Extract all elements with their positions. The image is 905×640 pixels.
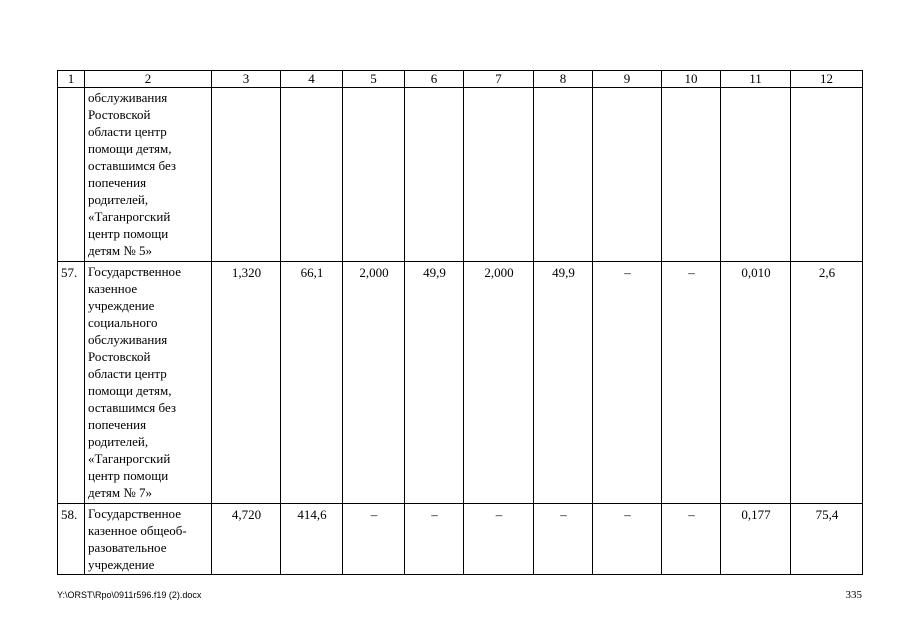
name-line: Государственное bbox=[88, 506, 181, 521]
name-line: попечения bbox=[88, 417, 147, 432]
name-line: помощи детям, bbox=[88, 383, 172, 398]
name-line: учреждение bbox=[88, 298, 155, 313]
value-cell: 75,4 bbox=[791, 504, 863, 575]
row-number: 58. bbox=[58, 504, 85, 575]
value-cell: – bbox=[343, 504, 405, 575]
value-cell bbox=[343, 88, 405, 262]
value-cell: – bbox=[534, 504, 593, 575]
header-cell: 12 bbox=[791, 71, 863, 88]
value-cell bbox=[405, 88, 464, 262]
header-cell: 4 bbox=[281, 71, 343, 88]
value-cell: 2,000 bbox=[343, 262, 405, 504]
value-cell: – bbox=[593, 262, 662, 504]
value-cell: 66,1 bbox=[281, 262, 343, 504]
data-table bbox=[57, 70, 863, 575]
value-cell bbox=[281, 88, 343, 262]
name-line: центр помощи bbox=[88, 226, 169, 241]
value-cell: – bbox=[405, 504, 464, 575]
name-line: родителей, bbox=[88, 192, 149, 207]
header-row bbox=[58, 71, 863, 88]
value-cell bbox=[662, 88, 721, 262]
name-line: детям № 5» bbox=[88, 243, 153, 258]
name-line: «Таганрогский bbox=[88, 209, 171, 224]
value-cell: 0,010 bbox=[721, 262, 791, 504]
value-cell bbox=[464, 88, 534, 262]
name-line: детям № 7» bbox=[88, 485, 153, 500]
value-cell: – bbox=[662, 262, 721, 504]
name-line: казенное общеоб- bbox=[88, 523, 187, 538]
name-line: помощи детям, bbox=[88, 141, 172, 156]
name-line: оставшимся без bbox=[88, 158, 177, 173]
value-cell: 4,720 bbox=[212, 504, 281, 575]
header-cell: 5 bbox=[343, 71, 405, 88]
header-cell: 9 bbox=[593, 71, 662, 88]
row-number: 57. bbox=[58, 262, 85, 504]
table-row bbox=[58, 262, 863, 504]
header-cell: 1 bbox=[58, 71, 85, 88]
name-line: Государственное bbox=[88, 264, 181, 279]
value-cell: 49,9 bbox=[534, 262, 593, 504]
value-cell: 1,320 bbox=[212, 262, 281, 504]
name-line: Ростовской bbox=[88, 349, 151, 364]
value-cell bbox=[534, 88, 593, 262]
header-cell: 10 bbox=[662, 71, 721, 88]
name-line: социального bbox=[88, 315, 158, 330]
value-cell bbox=[593, 88, 662, 262]
name-line: обслуживания bbox=[88, 90, 168, 105]
name-line: центр помощи bbox=[88, 468, 169, 483]
name-line: «Таганрогский bbox=[88, 451, 171, 466]
name-line: оставшимся без bbox=[88, 400, 177, 415]
institution-name-cell bbox=[85, 504, 212, 575]
name-line: обслуживания bbox=[88, 332, 168, 347]
name-line: попечения bbox=[88, 175, 147, 190]
institution-name-cell bbox=[85, 262, 212, 504]
footer-file-path: Y:\ORST\Rpo\0911r596.f19 (2).docx bbox=[57, 590, 202, 600]
value-cell: – bbox=[464, 504, 534, 575]
table-row-continuation bbox=[58, 88, 863, 262]
header-cell: 11 bbox=[721, 71, 791, 88]
value-cell bbox=[721, 88, 791, 262]
name-line: Ростовской bbox=[88, 107, 151, 122]
name-line: разовательное bbox=[88, 540, 167, 555]
value-cell: 0,177 bbox=[721, 504, 791, 575]
header-cell: 7 bbox=[464, 71, 534, 88]
row-number bbox=[58, 88, 85, 262]
name-line: области центр bbox=[88, 124, 167, 139]
value-cell: 2,000 bbox=[464, 262, 534, 504]
institution-name-cell bbox=[85, 88, 212, 262]
name-line: учреждение bbox=[88, 557, 155, 572]
header-cell: 8 bbox=[534, 71, 593, 88]
header-cell: 6 bbox=[405, 71, 464, 88]
name-line: казенное bbox=[88, 281, 138, 296]
page-number: 335 bbox=[845, 589, 862, 601]
name-line: родителей, bbox=[88, 434, 149, 449]
header-cell: 2 bbox=[85, 71, 212, 88]
header-cell: 3 bbox=[212, 71, 281, 88]
table-row bbox=[58, 504, 863, 575]
value-cell: 49,9 bbox=[405, 262, 464, 504]
value-cell: 414,6 bbox=[281, 504, 343, 575]
value-cell: – bbox=[662, 504, 721, 575]
value-cell: 2,6 bbox=[791, 262, 863, 504]
value-cell bbox=[212, 88, 281, 262]
name-line: области центр bbox=[88, 366, 167, 381]
value-cell bbox=[791, 88, 863, 262]
value-cell: – bbox=[593, 504, 662, 575]
